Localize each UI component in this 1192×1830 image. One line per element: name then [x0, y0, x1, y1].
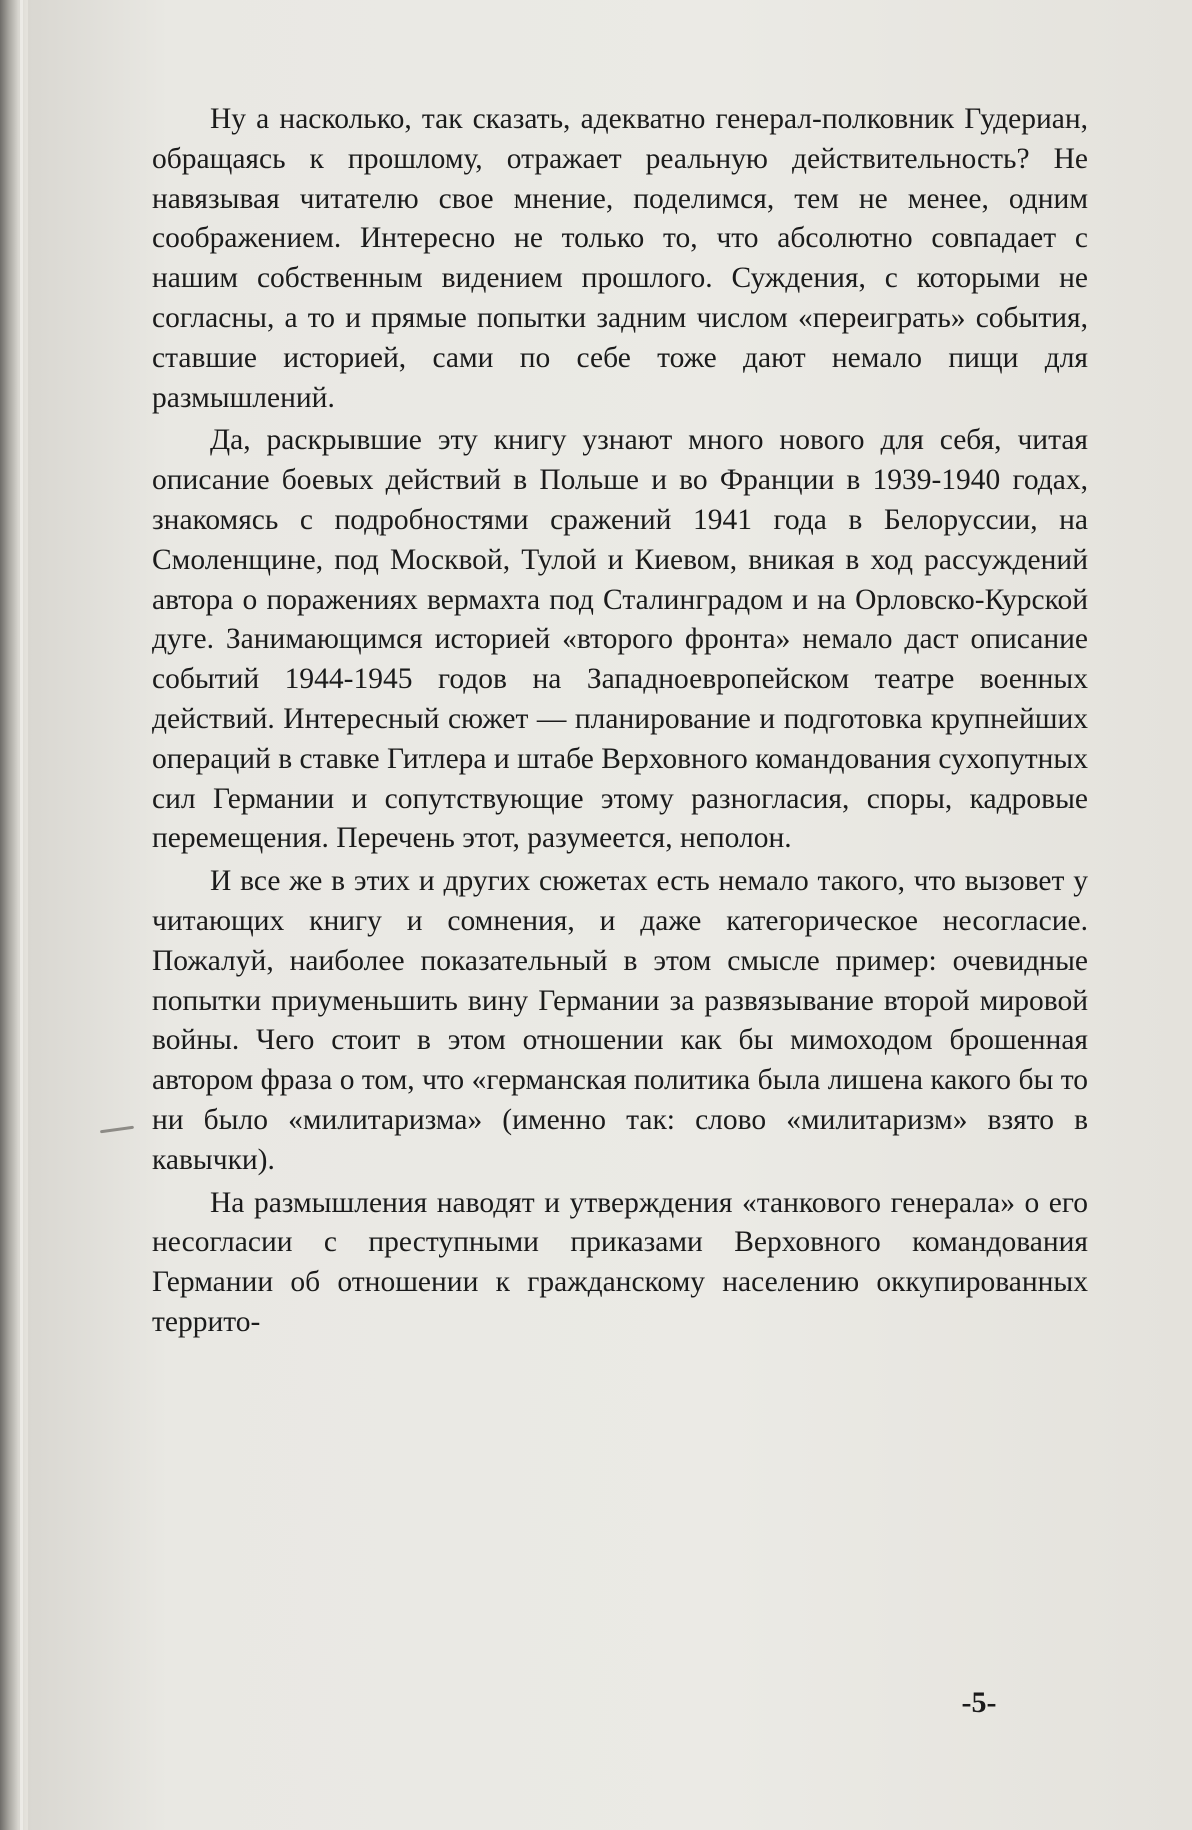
paragraph-4: На размышления наводят и утверждения «танкового генерала» о его несогласии с преступными приказами Верховного командования Германии об отношении к гражданскому населению оккупированных террито- — [152, 1186, 1088, 1338]
page-number: -5- — [961, 1686, 997, 1719]
paragraph-2: Да, раскрывшие эту книгу узнают много нового для себя, читая описание боевых действий в Польше и во Франции в 1939-1940 годах, знакомясь с подробностями сражений 1941 года в Белоруссии, на Смоленщине, под Москвой, Тулой и Киевом, вникая в ход рассуждений автора о поражениях вермахта под Сталинградом и на Орловско-Курской дуге. Занимающимся историей «второго фронта» немало даст описание событий 1944-1945 годов на Западноевропейском театре военных действий. Интересный сюжет — планирование и подготовка крупнейших операций в ставке Гитлера и штабе Верховного командования сухопутных сил Германии и сопутствующие этому разногласия, споры, кадровые перемещения. Перечень этот, разумеется, неполон. — [152, 424, 1088, 855]
book-page — [28, 0, 1192, 1830]
paragraph-3: И все же в этих и других сюжетах есть немало такого, что вызовет у читающих книгу и сомнения, и даже категорическое несогласие. Пожалуй, наиболее показательный в этом смысле пример: очевидные попытки приуменьшить вину Германии за развязывание второй мировой войны. Чего стоит в этом отношении как бы мимоходом брошенная автором фраза о том, что «германская политика была лишена какого бы то ни было «милитаризма» (именно так: слово «милитаризм» взято в кавычки). — [152, 865, 1088, 1176]
margin-pencil-mark — [100, 1126, 134, 1134]
paragraph-1: Ну а насколько, так сказать, адекватно генерал-полковник Гудериан, обращаясь к прошлому, отражает реальную действительность? Не навязывая читателю свое мнение, поделимся, тем не менее, одним соображением. Интересно не только то, что абсолютно совпадает с нашим собственным видением прошлого. Суждения, с которыми не согласны, а то и прямые попытки задним числом «переиграть» события, ставшие историей, сами по себе тоже дают немало пищи для размышлений. — [152, 103, 1088, 414]
body-text — [152, 100, 1088, 1343]
page-edge-highlight — [20, 0, 23, 1830]
